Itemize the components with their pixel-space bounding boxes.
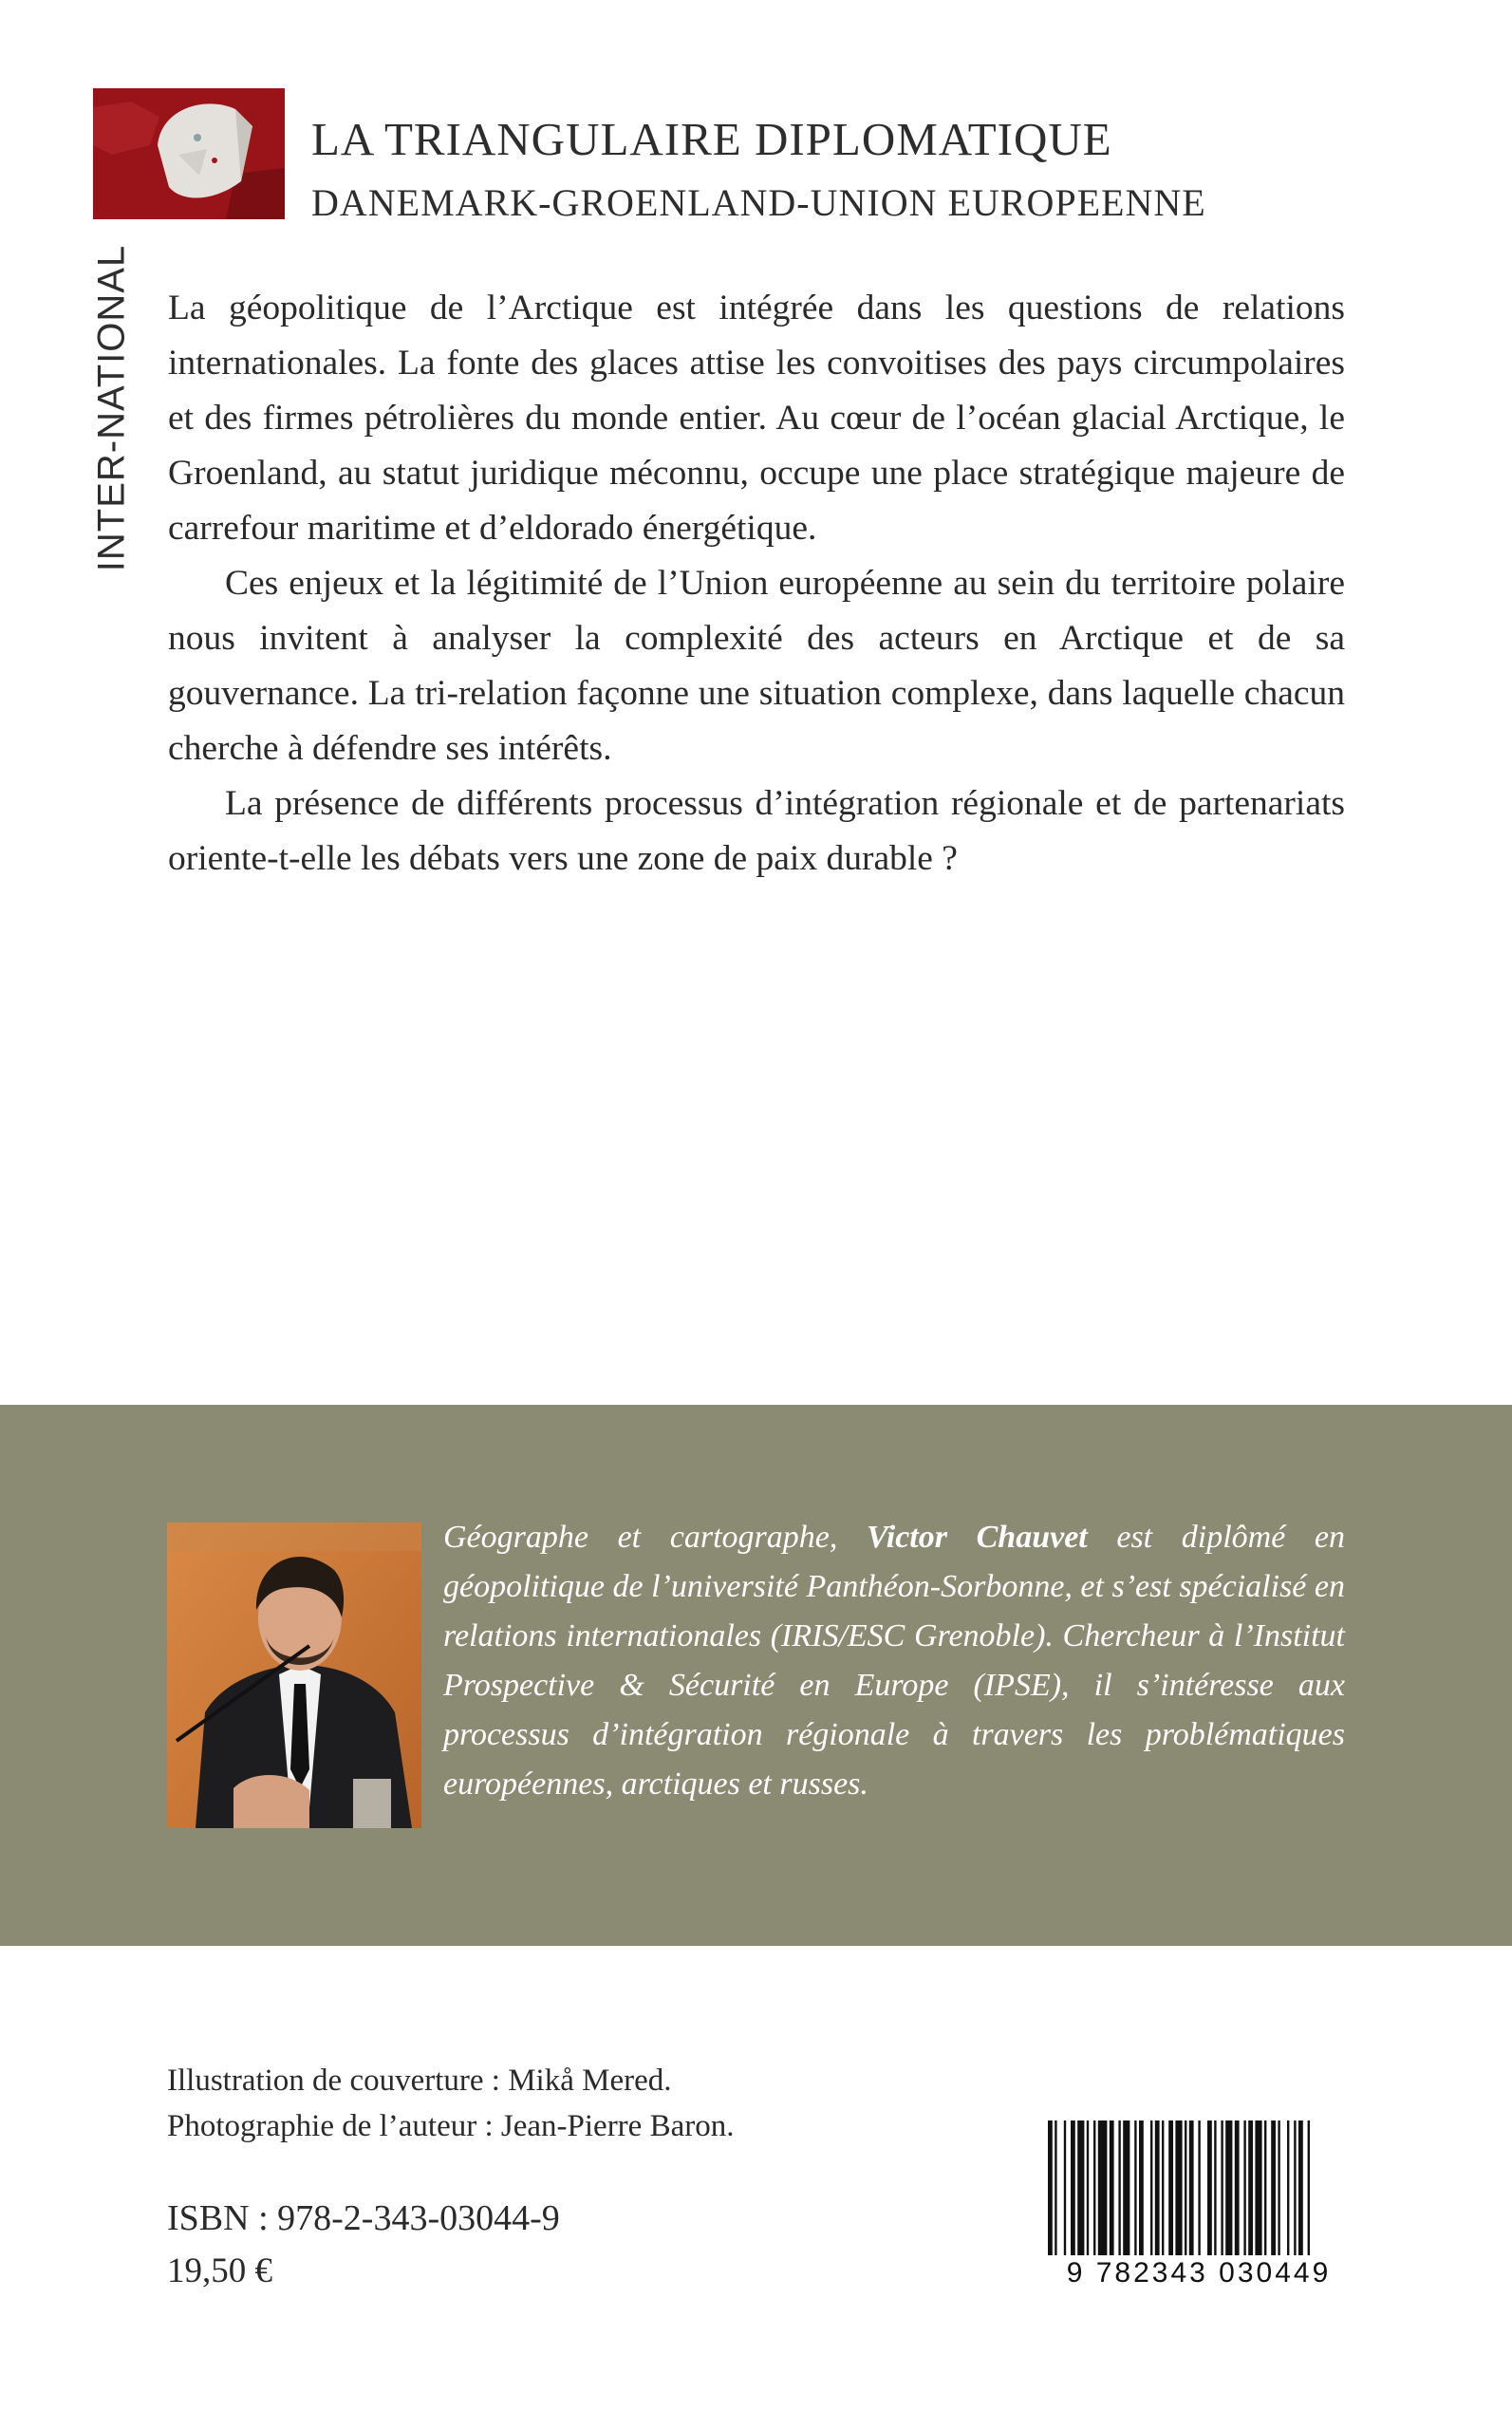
barcode-bar — [1225, 2120, 1232, 2255]
barcode — [1046, 2120, 1352, 2294]
barcode-bar — [1294, 2120, 1296, 2255]
cover-thumbnail — [93, 88, 285, 219]
barcode-bar — [1139, 2120, 1144, 2255]
barcode-bar — [1298, 2120, 1303, 2255]
barcode-bar — [1118, 2120, 1120, 2255]
barcode-bar — [1248, 2120, 1253, 2255]
summary-paragraph-2: Ces enjeux et la légitimité de l’Union européenne au sein du territoire polaire nous invitent à analyser la complexité des acteurs en Arctique et de sa gouvernance. La tri-relation façonne une situation complexe, dans laquelle chacun cherche à défendre ses intérêts. — [168, 564, 1345, 768]
barcode-bar — [1168, 2120, 1173, 2255]
barcode-bar — [1071, 2120, 1075, 2255]
barcode-bar — [1098, 2120, 1108, 2255]
barcode-bar — [1048, 2120, 1053, 2255]
photo-credit: Photographie de l’auteur : Jean-Pierre Baron. — [167, 2109, 735, 2143]
barcode-bar — [1243, 2120, 1245, 2255]
series-label — [91, 237, 133, 579]
barcode-bar — [1150, 2120, 1152, 2255]
barcode-bar — [1175, 2120, 1182, 2255]
barcode-bar — [1271, 2120, 1276, 2255]
barcode-bar — [1278, 2120, 1279, 2255]
author-bio-rest: est diplômé en géopolitique de l’université Panthéon-Sorbonne, et s’est spécialisé en relations internationales (IRIS/ESC Grenoble). Chercheur à l’Institut Prospective & Sécurité en Europe (IPSE), il s’intéresse aux processus d’intégration régionale à travers les problématiques européennes, arctiques et russes. — [443, 1520, 1345, 1802]
summary-text — [168, 281, 1345, 887]
book-title: LA TRIANGULAIRE DIPLOMATIQUE — [311, 113, 1112, 165]
barcode-bar — [1185, 2120, 1186, 2255]
author-bio-intro: Géographe et cartographe, — [443, 1520, 867, 1555]
barcode-bar — [1189, 2120, 1194, 2255]
barcode-bar — [1155, 2120, 1160, 2255]
credits — [167, 2058, 734, 2149]
barcode-bar — [1087, 2120, 1089, 2255]
isbn: ISBN : 978-2-343-03044-9 — [167, 2198, 560, 2238]
barcode-icon — [1046, 2120, 1352, 2255]
summary-paragraph-3: La présence de différents processus d’intégration régionale et de partenariats oriente-t-elle les débats vers une zone de paix durable ? — [168, 784, 1345, 878]
series-label-text: INTER-NATIONAL — [90, 244, 133, 572]
illustration-credit: Illustration de couverture : Mikå Mered. — [167, 2064, 672, 2098]
barcode-bar — [1162, 2120, 1164, 2255]
barcode-bar — [1308, 2120, 1310, 2255]
barcode-number: 9 782343 030449 — [1066, 2257, 1332, 2289]
cover-map-icon — [93, 88, 285, 219]
author-name: Victor Chauvet — [866, 1520, 1088, 1555]
summary-paragraph-1: La géopolitique de l’Arctique est intégrée dans les questions de relations internationales. La fonte des glaces attise les convoitises des pays circumpolaires et des firmes pétrolières du monde entier. Au cœur de l’océan glacial Arctique, le Groenland, au statut juridique méconnu, occupe une place stratégique majeure de carrefour maritime et d’eldorado énergétique. — [168, 289, 1345, 548]
author-photo — [167, 1523, 421, 1828]
author-bio — [443, 1513, 1345, 1809]
barcode-bar — [1221, 2120, 1223, 2255]
barcode-bar — [1123, 2120, 1129, 2255]
barcode-bar — [1110, 2120, 1114, 2255]
barcode-bar — [1264, 2120, 1266, 2255]
barcode-bar — [1077, 2120, 1084, 2255]
book-subtitle: DANEMARK-GROENLAND-UNION EUROPEENNE — [311, 181, 1206, 224]
barcode-bar — [1287, 2120, 1289, 2255]
barcode-bar — [1064, 2120, 1066, 2255]
barcode-bar — [1093, 2120, 1095, 2255]
barcode-bar — [1214, 2120, 1216, 2255]
barcode-bar — [1207, 2120, 1212, 2255]
barcode-bar — [1255, 2120, 1261, 2255]
price: 19,50 € — [167, 2251, 272, 2290]
barcode-bar — [1198, 2120, 1200, 2255]
barcode-bar — [1134, 2120, 1136, 2255]
barcode-bar — [1235, 2120, 1240, 2255]
barcode-bar — [1055, 2120, 1056, 2255]
author-photo-icon — [167, 1523, 421, 1828]
